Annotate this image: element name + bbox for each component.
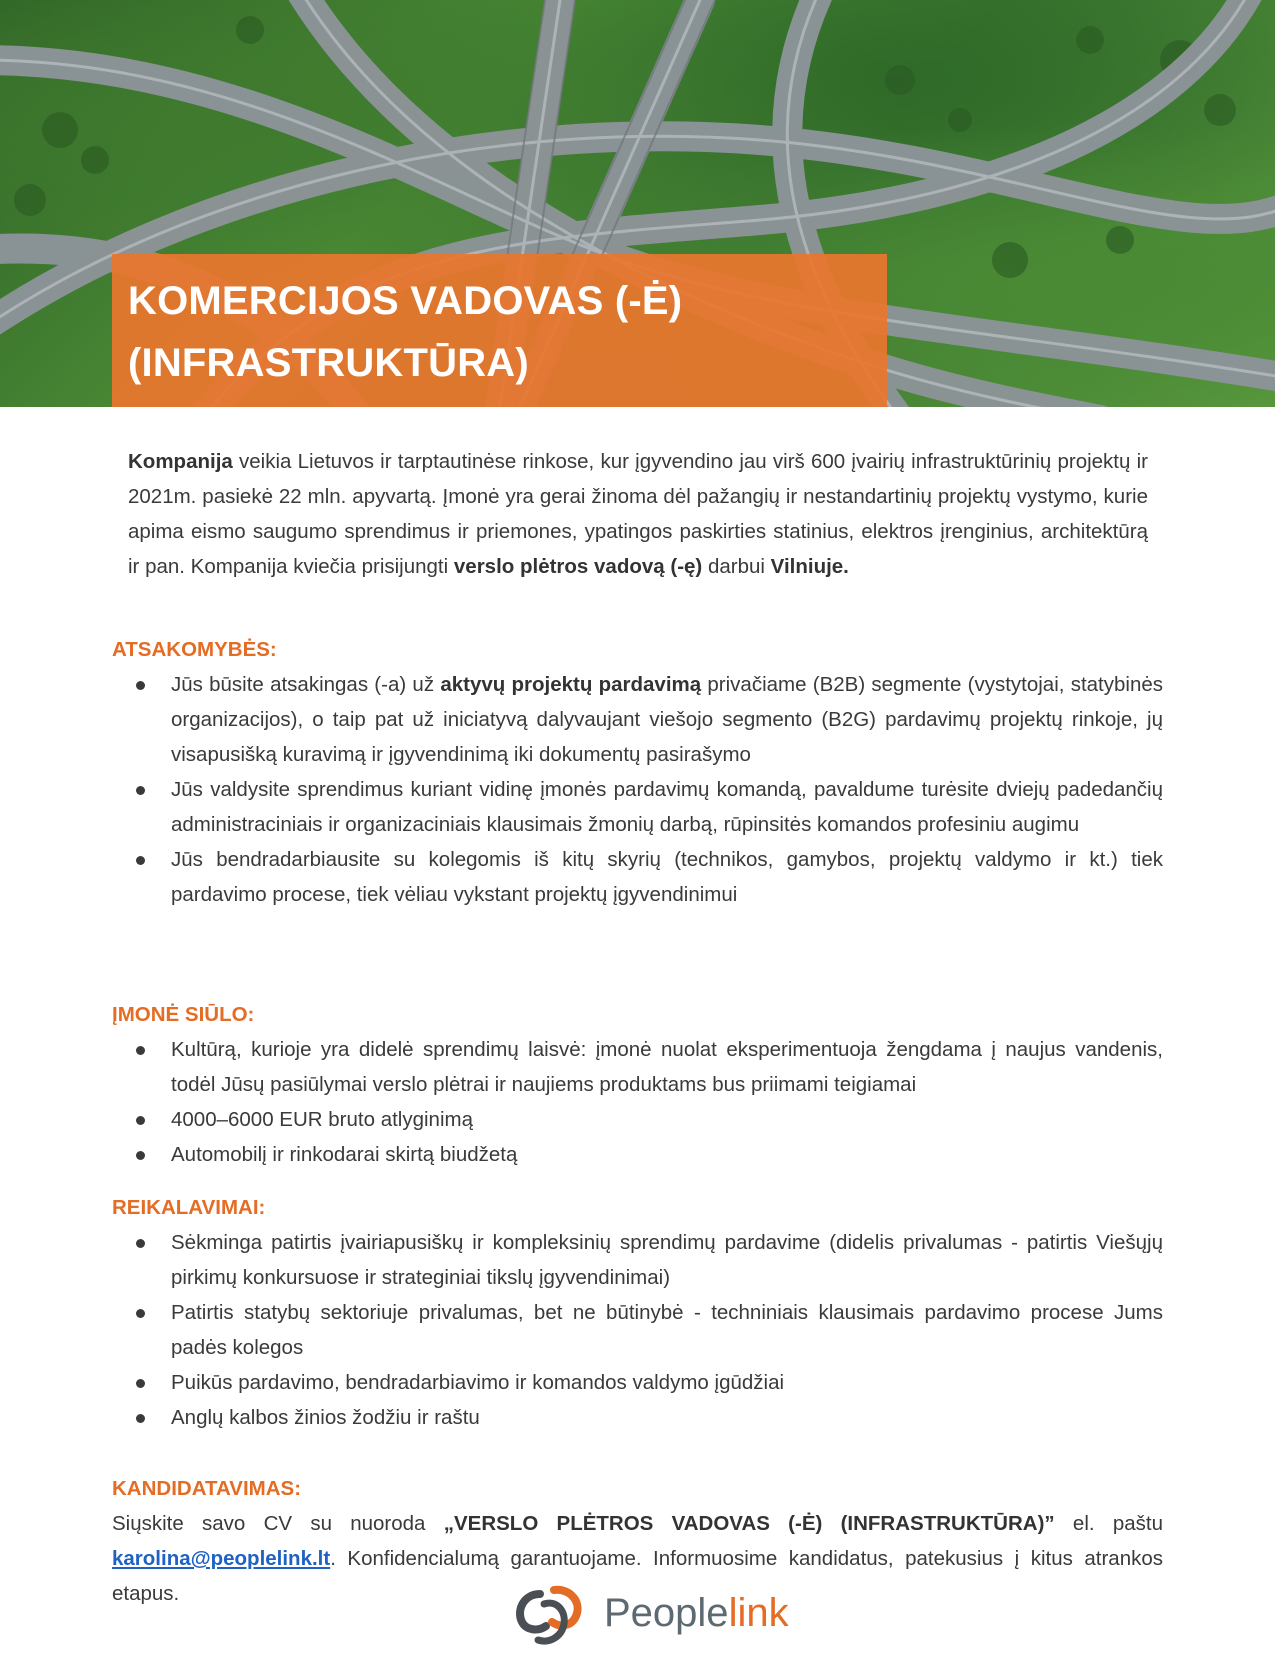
company-intro bbox=[128, 444, 1148, 584]
job-title-line-1: KOMERCIJOS VADOVAS (-Ė) bbox=[128, 279, 683, 323]
reference-title: „VERSLO PLĖTROS VADOVAS (-Ė) (INFRASTRUKTŪRA)” bbox=[443, 1512, 1055, 1535]
city-name: Vilniuje. bbox=[770, 555, 849, 578]
intro-text-2: darbui bbox=[702, 555, 771, 578]
list-item: Jūs būsite atsakingas (-a) už aktyvų projektų pardavimą privačiame (B2B) segmente (vystytojai, statybinės organizacijos), o taip pat už iniciatyvą dalyvaujant viešojo segmento (B2G) pardavimų projektų rinkoje, jų visapusišką kuravimą ir įgyvendinimą iki dokumentų pasirašymo bbox=[112, 667, 1163, 772]
company-word: Kompanija bbox=[128, 450, 233, 473]
list-item: Anglų kalbos žinios žodžiu ir raštu bbox=[112, 1400, 1163, 1435]
offers-heading: ĮMONĖ SIŪLO: bbox=[112, 1003, 255, 1026]
list-item: Kultūrą, kurioje yra didelė sprendimų laisvė: įmonė nuolat eksperimentuoja žengdama į naujus vandenis, todėl Jūsų pasiūlymai verslo plėtrai ir naujiems produktams bus priimami teigiamai bbox=[112, 1032, 1163, 1102]
requirements-section bbox=[112, 1193, 1163, 1435]
list-item: Automobilį ir rinkodarai skirtą biudžetą bbox=[112, 1137, 1163, 1172]
email-link[interactable]: karolina@peoplelink.lt bbox=[112, 1547, 331, 1570]
title-banner bbox=[112, 254, 887, 407]
role-name: verslo plėtros vadovą (-ę) bbox=[453, 555, 703, 578]
requirements-list bbox=[112, 1225, 1163, 1435]
logo-mark-icon bbox=[510, 1580, 590, 1648]
offers-section bbox=[112, 1000, 1163, 1172]
active-sales-emphasis: aktyvų projektų pardavimą bbox=[440, 673, 702, 696]
peoplelink-logo bbox=[510, 1580, 789, 1648]
application-section bbox=[112, 1474, 1163, 1504]
logo-wordmark: Peoplelink bbox=[604, 1591, 789, 1635]
list-item: Jūs bendradarbiausite su kolegomis iš kitų skyrių (technikos, gamybos, projektų valdymo ir kt.) tiek pardavimo procese, tiek vėliau vykstant projektų įgyvendinimui bbox=[112, 842, 1163, 912]
responsibilities-heading: ATSAKOMYBĖS: bbox=[112, 638, 277, 661]
job-title bbox=[128, 270, 682, 394]
hero-image bbox=[0, 0, 1275, 407]
responsibilities-list bbox=[112, 667, 1163, 912]
intro-text-1: veikia Lietuvos ir tarptautinėse rinkose, kur įgyvendino jau virš 600 įvairių infrastruktūrinių projektų ir 2021m. pasiekė 22 mln. apyvartą. Įmonė yra gerai žinoma dėl pažangių ir nestandartinių projektų vystymo, kurie apima eismo saugumo sprendimus ir priemones, ypatingos paskirties statinius, elektros įrenginius, architektūrą ir pan. Kompanija kviečia prisijungti bbox=[128, 450, 1148, 578]
list-item: Sėkminga patirtis įvairiapusiškų ir kompleksinių sprendimų pardavime (didelis privalumas - patirtis Viešųjų pirkimų konkursuose ir strateginiai tikslų įgyvendinimai) bbox=[112, 1225, 1163, 1295]
list-item: 4000–6000 EUR bruto atlyginimą bbox=[112, 1102, 1163, 1137]
application-heading: KANDIDATAVIMAS: bbox=[112, 1477, 302, 1500]
requirements-heading: REIKALAVIMAI: bbox=[112, 1196, 266, 1219]
list-item: Patirtis statybų sektoriuje privalumas, bet ne būtinybė - techniniais klausimais pardavimo procese Jums padės kolegos bbox=[112, 1295, 1163, 1365]
application-text: Siųskite savo CV su nuoroda „VERSLO PLĖTROS VADOVAS (-Ė) (INFRASTRUKTŪRA)” el. paštu karolina@peoplelink.lt. Konfidencialumą garantuojame. Informuosime kandidatus, patekusius į kitus atrankos etapus. bbox=[112, 1512, 1163, 1605]
responsibilities-section bbox=[112, 635, 1163, 912]
list-item: Puikūs pardavimo, bendradarbiavimo ir komandos valdymo įgūdžiai bbox=[112, 1365, 1163, 1400]
offers-list bbox=[112, 1032, 1163, 1172]
list-item: Jūs valdysite sprendimus kuriant vidinę įmonės pardavimų komandą, pavaldume turėsite dviejų padedančių administraciniais ir organizaciniais klausimais žmonių darbą, rūpinsitės komandos profesiniu augimu bbox=[112, 772, 1163, 842]
job-title-line-2: (INFRASTRUKTŪRA) bbox=[128, 341, 529, 385]
